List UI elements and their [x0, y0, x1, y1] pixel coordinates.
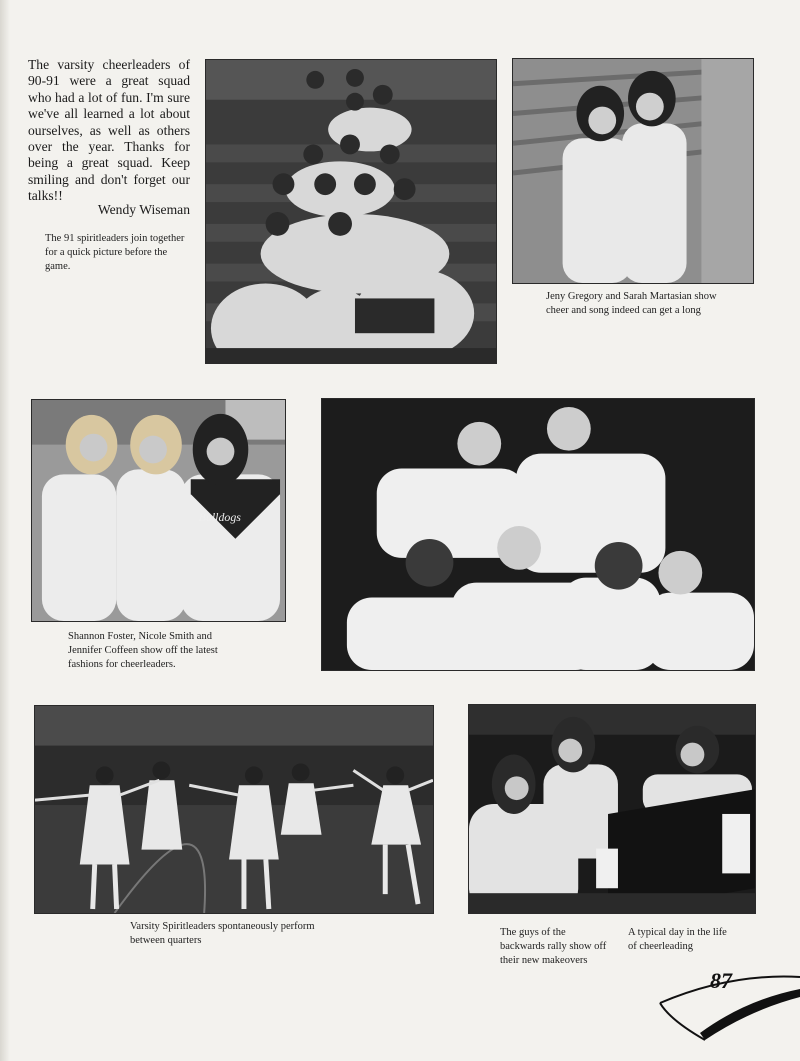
caption-typical-day: A typical day in the life of cheerleading: [628, 927, 727, 952]
photo-typical-day: [468, 704, 756, 914]
caption-three-girls: Shannon Foster, Nicole Smith and Jennifer Coffeen show off the latest fashions for cheerleaders.: [68, 631, 218, 670]
caption-gym-performance: Varsity Spiritleaders spontaneously perform between quarters: [130, 921, 315, 946]
photo-gregory-martasian: [512, 58, 754, 284]
photo-gym-performance: [34, 705, 434, 914]
photo-three-girls: [31, 399, 286, 622]
intro-signature: Wendy Wiseman: [97, 202, 190, 217]
caption-gregory-martasian: Jeny Gregory and Sarah Martasian show cheer and song indeed can get a long: [546, 291, 717, 316]
page-number: 87: [710, 968, 732, 993]
jacket-lettering: Bulldogs: [198, 509, 241, 524]
photo-bleachers-group: [205, 59, 497, 364]
caption-backwards-guys: The guys of the backwards rally show off their new makeovers: [500, 927, 607, 966]
page-binding-edge: [0, 0, 10, 1061]
caption-bleachers-group: The 91 spiritleaders join together for a quick picture before the game.: [45, 233, 185, 272]
intro-paragraph: The varsity cheerleaders of 90-91 were a great squad who had a lot of fun. I'm sure we've all learned a lot about ourselves, as well as others over the year. Thanks for being a great squad. Keep smiling and don't forget our talks!!: [28, 57, 190, 204]
photo-backwards-guys: [321, 398, 755, 671]
